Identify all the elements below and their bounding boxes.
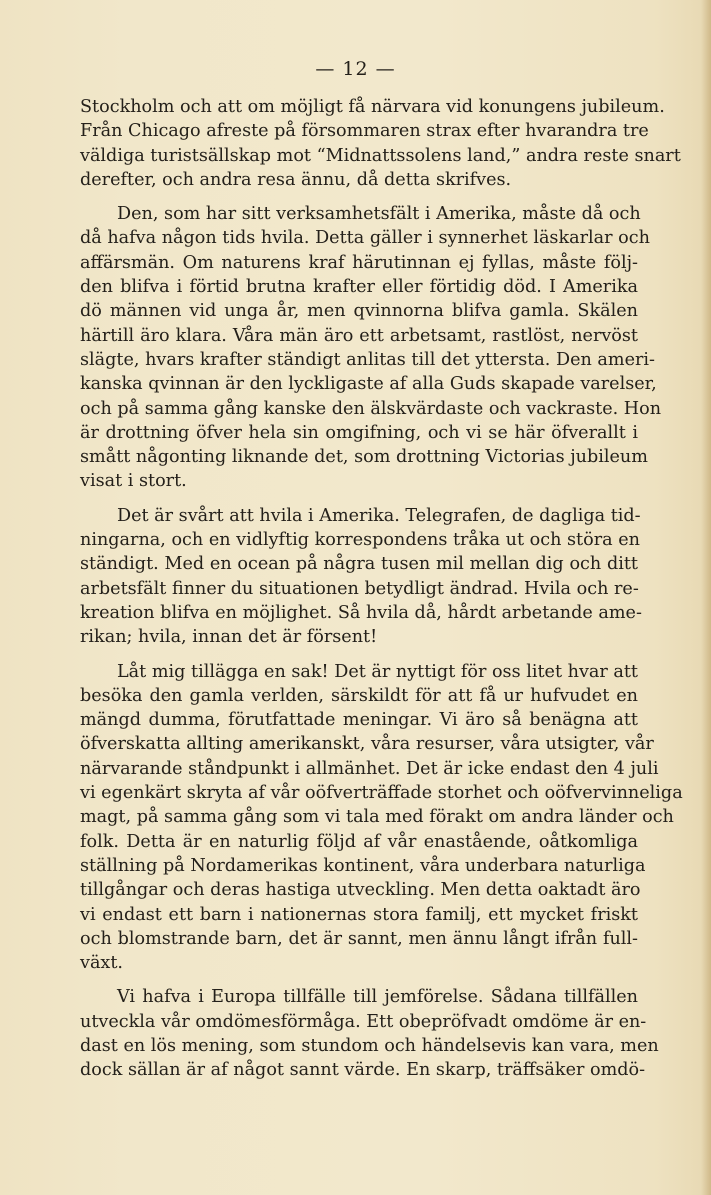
text-line: kreation blifva en möjlighet. Så hvila då, hårdt arbetande ame- [80,602,642,623]
text-line: närvarande ståndpunkt i allmänhet. Det är icke endast den 4 juli [80,758,659,779]
paragraph-3 [80,504,642,650]
paragraph-4 [80,660,683,976]
text-line: öfverskatta allting amerikanskt, våra resurser, våra utsigter, vår [80,734,654,755]
text-line: vi endast ett barn i nationernas stora familj, ett mycket friskt [80,904,638,925]
text-line: affärsmän. Om naturens kraf härutinnan ej fyllas, måste följ- [80,252,638,273]
text-line: och på samma gång kanske den älskvärdaste och vackraste. Hon [80,398,662,419]
text-line: växt. [80,953,124,974]
text-line: Den, som har sitt verksamhetsfält i Amerika, måste då och [117,204,641,225]
text-line: vi egenkärt skryta af vår oöfverträffade storhet och oöfvervinneliga [80,783,683,804]
text-line: väldiga turistsällskap mot “Midnattssolens land,” andra reste snart [80,145,681,166]
text-line: slägte, hvars krafter ständigt anlitas till det yttersta. Den ameri- [80,349,655,370]
text-line: Det är svårt att hvila i Amerika. Telegrafen, de dagliga tid- [117,505,641,526]
text-line: besöka den gamla verlden, särskildt för att få ur hufvudet en [80,685,638,706]
text-line: då hafva någon tids hvila. Detta gäller i synnerhet läskarlar och [80,228,650,249]
text-line: tillgångar och deras hastiga utveckling. Men detta oaktadt äro [80,880,641,901]
text-line: mängd dumma, förutfattade meningar. Vi äro så benägna att [80,710,638,731]
text-line: dock sällan är af något sannt värde. En skarp, träffsäker omdö- [80,1060,646,1081]
text-line: folk. Detta är en naturlig följd af vår enastående, oåtkomliga [80,831,638,852]
text-line: den blifva i förtid brutna krafter eller förtidig död. I Amerika [80,277,638,298]
text-line: ställning på Nordamerikas kontinent, våra underbara naturliga [80,855,646,876]
text-line: Från Chicago afreste på försommaren strax efter hvarandra tre [80,121,649,142]
text-line: derefter, och andra resa ännu, då detta skrifves. [80,169,512,190]
paragraph-5 [80,985,659,1082]
paragraph-1 [80,95,681,192]
text-line: Låt mig tillägga en sak! Det är nyttigt för oss litet hvar att [117,661,639,682]
text-line: smått någonting liknande det, som drottning Victorias jubileum [80,447,648,468]
text-line: ständigt. Med en ocean på några tusen mil mellan dig och ditt [80,554,638,575]
text-line: kanska qvinnan är den lyckligaste af alla Guds skapade varelser, [80,374,657,395]
text-line: utveckla vår omdömesförmåga. Ett obepröfvadt omdöme är en- [80,1011,647,1032]
text-line: dö männen vid unga år, men qvinnorna blifva gamla. Skälen [80,301,638,322]
paragraph-2 [80,202,662,494]
text-line: är drottning öfver hela sin omgifning, och vi se här öfverallt i [80,422,638,443]
text-line: Vi hafva i Europa tillfälle till jemförelse. Sådana tillfällen [117,987,638,1008]
text-line: arbetsfält finner du situationen betydligt ändrad. Hvila och re- [80,578,639,599]
text-line: dast en lös mening, som stundom och händelsevis kan vara, men [80,1035,659,1056]
text-line: visat i stort. [80,471,187,492]
text-line: och blomstrande barn, det är sannt, men ännu långt ifrån full- [80,928,638,949]
page-edge-shadow [701,0,711,1195]
text-line: Stockholm och att om möjligt få närvara vid konungens jubileum. [80,97,665,117]
text-line: härtill äro klara. Våra män äro ett arbetsamt, rastlöst, nervöst [80,325,638,346]
text-line: rikan; hvila, innan det är försent! [80,627,378,648]
text-line: magt, på samma gång som vi tala med förakt om andra länder och [80,807,674,828]
page-number: — 12 — [315,58,396,80]
body-text [80,95,683,1093]
text-line: ningarna, och en vidlyftig korrespondens tråka ut och störa en [80,530,640,551]
